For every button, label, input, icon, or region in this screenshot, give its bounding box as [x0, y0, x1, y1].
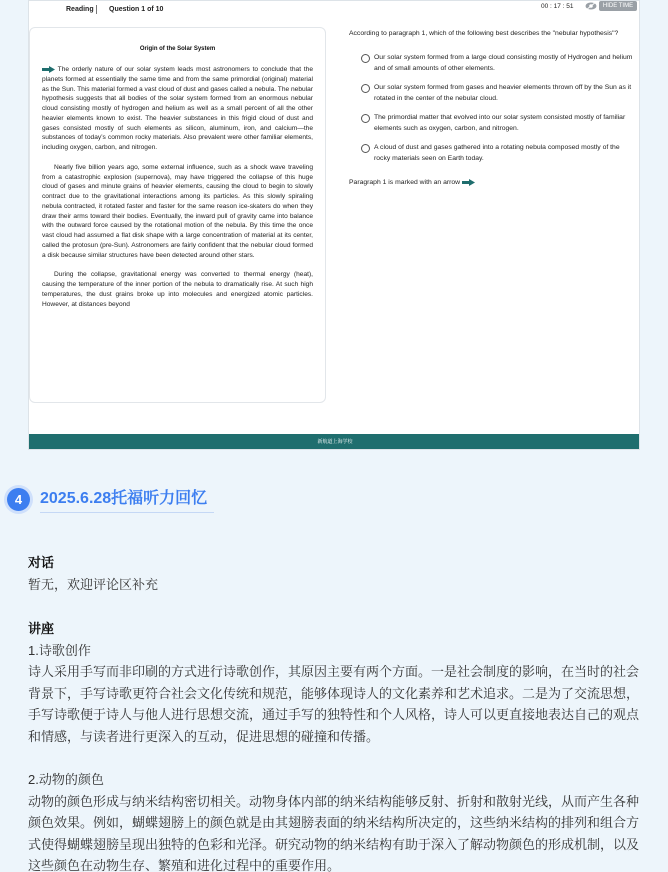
- marked-note-text: Paragraph 1 is marked with an arrow: [349, 179, 461, 186]
- radio-button[interactable]: [361, 84, 370, 93]
- passage-paragraph-3: During the collapse, gravitational energy was converted to thermal energy (heat), causing the temperature of the inner portion of the nebula to dramatically rise. At such high temperatures, the dust grains broke up into molecules and energized atomic particles. However, at distances beyond: [42, 271, 313, 308]
- test-top-bar: [29, 1, 640, 19]
- school-footer: 新航道上海学校: [29, 434, 640, 450]
- lecture-1-title: 1.诗歌创作: [28, 642, 91, 658]
- arrow-right-icon: [42, 66, 55, 73]
- option-text: Our solar system formed from gases and heavier elements thrown off by the Sun as it rotated in the center of the nebular cloud.: [374, 84, 632, 102]
- passage-paragraph-1: [42, 65, 313, 153]
- option-text: Our solar system formed from a large cloud consisting mostly of Hydrogen and helium and of small amounts of other elements.: [374, 54, 633, 72]
- lecture-1-text: 诗人采用手写而非印刷的方式进行诗歌创作，其原因主要有两个方面。一是社会制度的影响，在当时的社会背景下，手写诗歌更符合社会文化传统和规范，能够体现诗人的文化素养和艺术追求。二是为了交流思想，手写诗歌便于诗人与他人进行思想交流，通过手写的独特性和个人风格，诗人可以更直接地表达自己的观点和情感，与读者进行更深入的互动，促进思想的碰撞和传播。: [28, 664, 640, 744]
- spacer: [28, 747, 644, 769]
- question-counter: Question 1 of 10: [109, 6, 164, 13]
- dialogue-heading: 对话: [28, 555, 55, 570]
- passage-title: Origin of the Solar System: [139, 46, 216, 52]
- dialogue-text: 暂无，欢迎评论区补充: [28, 577, 159, 592]
- passage-paragraph-2: Nearly five billion years ago, some external influence, such as a shock wave traveling from a catastrophic explosion (supernova), may have triggered the collapse of this huge cloud of gases and minute grains of heavier elements, causing the cloud to begin to slowly contract due to the gravitational interactions among its particles. As this slowly spiraling nebula contracted, it rotated faster and faster for the same reason ice-skaters do when they draw their arms toward their bodies. Eventually, the inward pull of gravity came into balance with the outward force caused by the rotational motion of the nebula. By this time the once vast cloud had assumed a flat disk shape with a large concentration of material at its center, called the protosun (pre-Sun). Astronomers are fairly confident that the nebular cloud formed a disk because similar structures have been detected around other stars.: [42, 163, 313, 259]
- lecture-2-text: 动物的颜色形成与纳米结构密切相关。动物身体内部的纳米结构能够反射、折射和散射光线，从而产生各种颜色效果。例如，蝴蝶翅膀上的颜色就是由其翅膀表面的纳米结构所决定的，这些纳米结构的排列和组合方式使得蝴蝶翅膀呈现出独特的色彩和光泽。研究动物的纳米结构有助于深入了解动物颜色的形成机制，以及这些颜色在动物生存、繁殖和进化过程中的重要作用。: [28, 793, 640, 872]
- option-text: A cloud of dust and gases gathered into a rotating nebula composed mostly of the rocky materials seen on Earth today.: [374, 144, 620, 162]
- eye-icon[interactable]: [585, 1, 597, 11]
- timer: 00 : 17 : 51: [541, 3, 574, 10]
- option-text: The primordial matter that evolved into our solar system consisted mostly of familiar elements such as oxygen, carbon, and nitrogen.: [374, 114, 626, 132]
- answer-option-a[interactable]: [349, 53, 634, 74]
- question-stem: According to paragraph 1, which of the following best describes the "nebular hypothesis"?: [349, 30, 619, 37]
- spacer: [28, 596, 644, 618]
- paragraph-1-text: The orderly nature of our solar system leads most astronomers to conclude that the planets formed at essentially the same time and from the same primordial (original) material as the Sun. This material formed a vast cloud of dust and gases called a nebula. The nebular hypothesis suggests that all bodies of the solar system formed from an enormous nebular cloud consisting mostly of hydrogen and helium as well as a small percent of all the other heavier elements known to exist. The heavier substances in this frigid cloud of dust and gases consisted mostly of such elements as silicon, aluminum, iron, and calcium—the substances of today’s common rocky materials. Also prevalent were other familiar elements, including oxygen, carbon, and nitrogen.: [42, 66, 313, 151]
- article-body: [28, 552, 644, 872]
- answer-option-d[interactable]: [349, 143, 634, 164]
- section-label: Reading: [66, 6, 94, 13]
- toefl-screenshot: [28, 0, 640, 450]
- section-title: 2025.6.28托福听力回忆: [40, 490, 208, 507]
- answer-option-c[interactable]: [349, 113, 634, 134]
- question-panel: [349, 29, 634, 188]
- radio-button[interactable]: [361, 114, 370, 123]
- radio-button[interactable]: [361, 54, 370, 63]
- marked-paragraph-note: [349, 178, 634, 188]
- reading-passage: [29, 27, 326, 403]
- radio-button[interactable]: [361, 144, 370, 153]
- arrow-right-icon: [462, 179, 475, 186]
- answer-option-b[interactable]: [349, 83, 634, 104]
- section-title-underline: [40, 512, 214, 513]
- lecture-heading: 讲座: [28, 620, 55, 636]
- hide-time-button[interactable]: HIDE TIME: [599, 1, 637, 11]
- top-bar-divider: [96, 5, 97, 14]
- lecture-2-title: 2.动物的颜色: [28, 772, 104, 787]
- section-number-badge: 4: [7, 488, 30, 511]
